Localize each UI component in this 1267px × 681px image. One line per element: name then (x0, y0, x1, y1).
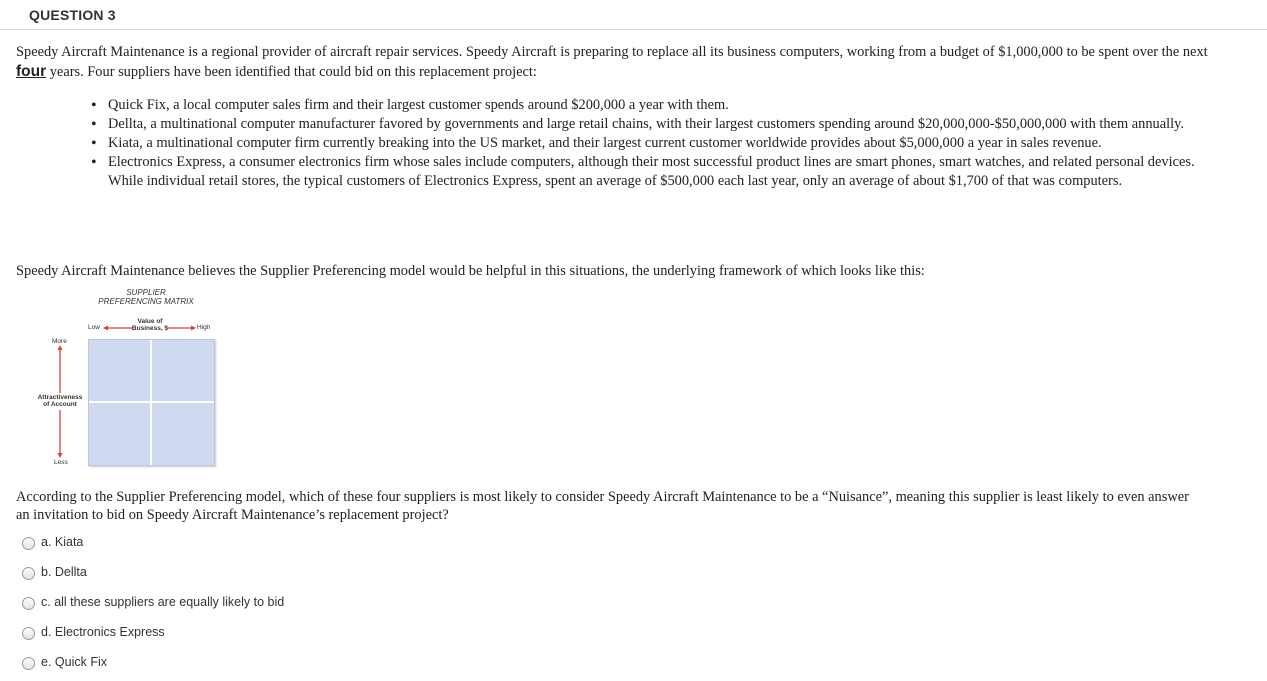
option-b-label[interactable]: b. Dellta (41, 565, 87, 579)
option-c-label[interactable]: c. all these suppliers are equally likely to bid (41, 595, 285, 609)
y-axis-down-arrow (56, 410, 64, 458)
option-e-label[interactable]: e. Quick Fix (41, 655, 107, 669)
option-a-radio[interactable] (22, 537, 35, 550)
option-a[interactable] (22, 534, 422, 552)
x-axis-high-label: High (197, 324, 211, 331)
x-axis-right-arrow (166, 324, 196, 332)
option-b-radio[interactable] (22, 567, 35, 580)
supplier-item-kiata: • Kiata, a multinational computer firm currently breaking into the US market, and their largest current customer worldwide provides about $5,000,000 a year in sales revenue. (108, 134, 1218, 153)
y-axis-label (34, 394, 86, 408)
question-title: QUESTION 3 (29, 7, 116, 23)
supplier-item-quick-fix: • Quick Fix, a local computer sales firm and their largest customer spends around $200,000 a year with them. (108, 96, 1218, 115)
intro-emphasis: four (16, 63, 47, 80)
option-e-radio[interactable] (22, 657, 35, 670)
intro-text-end: years. Four suppliers have been identified that could bid on this replacement project: (46, 64, 537, 80)
y-axis-label-line2: of Account (43, 401, 77, 408)
question-text: According to the Supplier Preferencing model, which of these four suppliers is most likely to consider Speedy Aircraft Maintenance to be a “Nuisance”, meaning this supplier is least likely to even answer an invitation to bid on Speedy Aircraft Maintenance’s replacement project? (16, 489, 1189, 523)
matrix-title-line2: PREFERENCING MATRIX (98, 297, 194, 306)
supplier-item-dellta: • Dellta, a multinational computer manufacturer favored by governments and large retail chains, with their largest customers spending around $20,000,000-$50,000,000 with them annually. (108, 115, 1218, 134)
option-b[interactable] (22, 564, 422, 582)
matrix-title-line1: SUPPLIER (126, 288, 166, 297)
intro-paragraph (16, 43, 1236, 82)
option-e[interactable] (22, 654, 422, 672)
option-d[interactable] (22, 624, 422, 642)
x-axis-left-arrow (103, 324, 133, 332)
y-axis-up-arrow (56, 345, 64, 393)
x-axis-label-line2: Business, $ (131, 325, 169, 332)
supplier-item-electronics-express: • Electronics Express, a consumer electronics firm whose sales include computers, although their most successful product lines are smart phones, smart watches, and related personal devices. While individual retail stores, the typical customers of Electronics Express, spent an average of $500,000 each last year, only an average of about $1,700 of that was computers. (108, 153, 1218, 191)
x-axis-low-label: Low (88, 324, 100, 331)
model-intro: Speedy Aircraft Maintenance believes the Supplier Preferencing model would be helpful in this situations, the underlying framework of which looks like this: (16, 263, 925, 279)
y-axis-more-label: More (52, 338, 67, 345)
supplier-list (108, 96, 1218, 191)
option-c-radio[interactable] (22, 597, 35, 610)
y-axis-less-label: Less (54, 459, 68, 466)
x-axis-label (131, 318, 169, 332)
option-d-label[interactable]: d. Electronics Express (41, 625, 165, 639)
option-c[interactable] (22, 594, 422, 612)
question-header (0, 0, 1267, 30)
x-axis-label-line1: Value of (137, 318, 163, 325)
matrix-grid (88, 339, 215, 466)
matrix-title (98, 288, 194, 306)
option-d-radio[interactable] (22, 627, 35, 640)
option-a-label[interactable]: a. Kiata (41, 535, 84, 549)
intro-text-start: Speedy Aircraft Maintenance is a regional provider of aircraft repair services. Speedy Aircraft is preparing to replace all its business computers, working from a budget of $1,000,000 to be spent over the next (16, 44, 1208, 60)
matrix-horizontal-divider (89, 401, 214, 403)
y-axis-label-line1: Attractiveness (37, 394, 83, 401)
